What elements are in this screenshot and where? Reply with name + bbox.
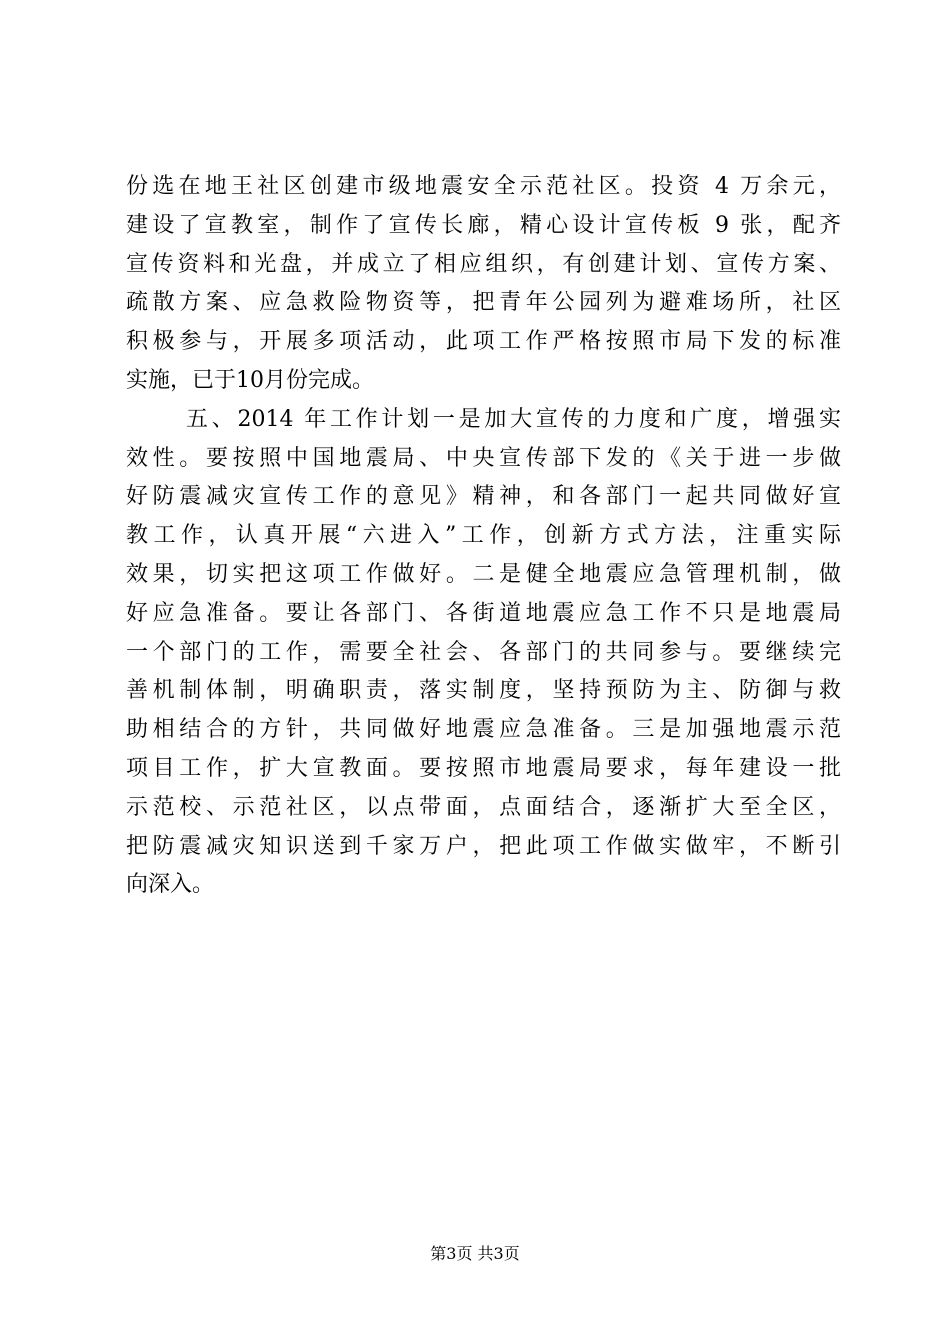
page-footer bbox=[0, 1244, 950, 1264]
text-line: 把防震减灾知识送到千家万户，把此项工作做实做牢，不断引 bbox=[126, 833, 841, 859]
page-number-label: 第3页 共3页 bbox=[430, 1244, 520, 1263]
paragraph-start-line: 五、2014 年工作计划一是加大宣传的力度和广度，增强实 bbox=[186, 406, 841, 432]
text-line: 好防震减灾宣传工作的意见》精神，和各部门一起共同做好宣 bbox=[126, 484, 841, 510]
text-line: 积极参与，开展多项活动，此项工作严格按照市局下发的标准 bbox=[126, 329, 841, 355]
text-line: 宣传资料和光盘，并成立了相应组织，有创建计划、宣传方案、 bbox=[126, 251, 841, 277]
text-line: 建设了宣教室，制作了宣传长廊，精心设计宣传板 9 张，配齐 bbox=[126, 212, 841, 238]
text-line: 一个部门的工作，需要全社会、各部门的共同参与。要继续完 bbox=[126, 639, 841, 665]
text-line: 项目工作，扩大宣教面。要按照市地震局要求，每年建设一批 bbox=[126, 755, 841, 781]
text-line: 向深入。 bbox=[126, 872, 215, 898]
text-line: 善机制体制，明确职责，落实制度，坚持预防为主、防御与救 bbox=[126, 678, 841, 704]
text-line: 份选在地王社区创建市级地震安全示范社区。投资 4 万余元， bbox=[126, 174, 841, 199]
text-line: 教工作，认真开展“六进入”工作，创新方式方法，注重实际 bbox=[126, 523, 841, 549]
text-line: 效果，切实把这项工作做好。二是健全地震应急管理机制，做 bbox=[126, 561, 841, 587]
text-line: 实施，已于10月份完成。 bbox=[126, 367, 374, 393]
text-line: 助相结合的方针，共同做好地震应急准备。三是加强地震示范 bbox=[126, 717, 841, 743]
text-line: 效性。要按照中国地震局、中央宣传部下发的《关于进一步做 bbox=[126, 445, 841, 471]
text-line: 疏散方案、应急救险物资等，把青年公园列为避难场所，社区 bbox=[126, 290, 841, 316]
text-line: 示范校、示范社区，以点带面，点面结合，逐渐扩大至全区， bbox=[126, 794, 841, 820]
text-line: 好应急准备。要让各部门、各街道地震应急工作不只是地震局 bbox=[126, 600, 841, 626]
body-text bbox=[126, 168, 841, 905]
